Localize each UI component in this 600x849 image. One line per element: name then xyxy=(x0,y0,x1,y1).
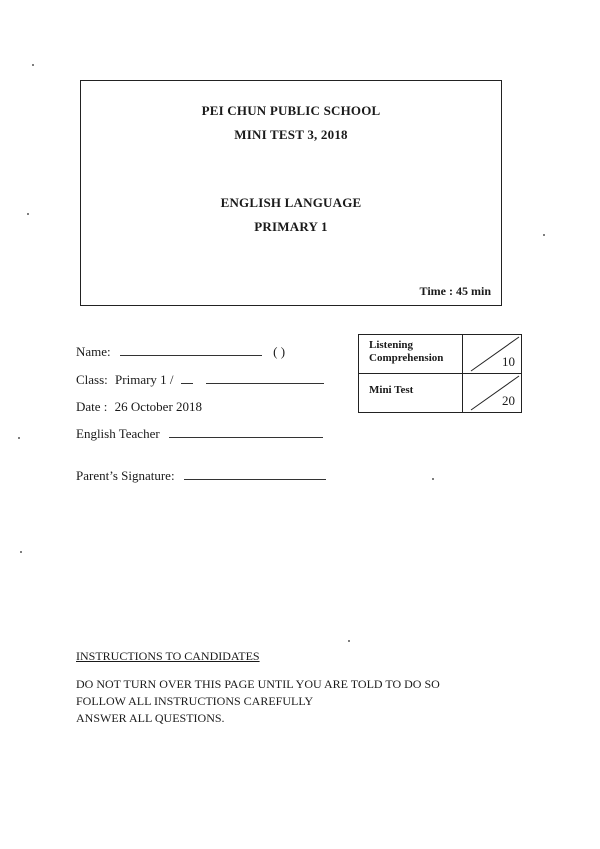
time-allowed: Time : 45 min xyxy=(419,284,491,298)
teacher-label: English Teacher xyxy=(76,426,160,441)
subject-title: ENGLISH LANGUAGE xyxy=(220,195,362,210)
score-row-listening xyxy=(359,335,522,374)
register-number-bracket: ( ) xyxy=(273,344,286,359)
date-field xyxy=(76,399,202,415)
instructions-heading: INSTRUCTIONS TO CANDIDATES xyxy=(76,649,260,663)
score-label: Listening Comprehension xyxy=(359,335,463,374)
date-value: 26 October 2018 xyxy=(114,399,203,414)
score-box[interactable] xyxy=(463,374,522,413)
scan-speck xyxy=(348,640,350,642)
name-line[interactable] xyxy=(120,355,262,356)
signature-label: Parent’s Signature: xyxy=(76,468,175,483)
scan-speck xyxy=(20,551,22,553)
name-field[interactable] xyxy=(76,344,285,360)
signature-field[interactable] xyxy=(76,468,326,484)
class-value: Primary 1 / xyxy=(115,372,174,387)
scan-speck xyxy=(27,213,29,215)
signature-line[interactable] xyxy=(184,479,326,480)
scan-speck xyxy=(543,234,545,236)
score-label: Mini Test xyxy=(359,374,463,413)
instruction-line: FOLLOW ALL INSTRUCTIONS CAREFULLY xyxy=(76,694,314,708)
class-field[interactable] xyxy=(76,372,324,388)
instruction-line: DO NOT TURN OVER THIS PAGE UNTIL YOU ARE TOLD TO DO SO xyxy=(76,677,440,691)
date-label: Date : xyxy=(76,399,108,414)
score-max: 10 xyxy=(502,354,515,369)
class-extra-line[interactable] xyxy=(206,383,324,384)
scan-speck xyxy=(432,478,434,480)
score-row-mini-test xyxy=(359,374,522,413)
scan-speck xyxy=(18,437,20,439)
name-label: Name: xyxy=(76,344,111,359)
class-number-line[interactable] xyxy=(181,383,193,384)
class-label: Class: xyxy=(76,372,108,387)
instruction-line: ANSWER ALL QUESTIONS. xyxy=(76,711,225,725)
school-name: PEI CHUN PUBLIC SCHOOL xyxy=(201,103,381,118)
score-box[interactable] xyxy=(463,335,522,374)
score-max: 20 xyxy=(502,393,515,408)
score-table xyxy=(358,334,522,413)
teacher-line[interactable] xyxy=(169,437,323,438)
header-box xyxy=(80,80,502,306)
teacher-field[interactable] xyxy=(76,426,323,442)
scan-speck xyxy=(32,64,34,66)
test-title: MINI TEST 3, 2018 xyxy=(234,127,348,142)
level-title: PRIMARY 1 xyxy=(254,219,328,234)
